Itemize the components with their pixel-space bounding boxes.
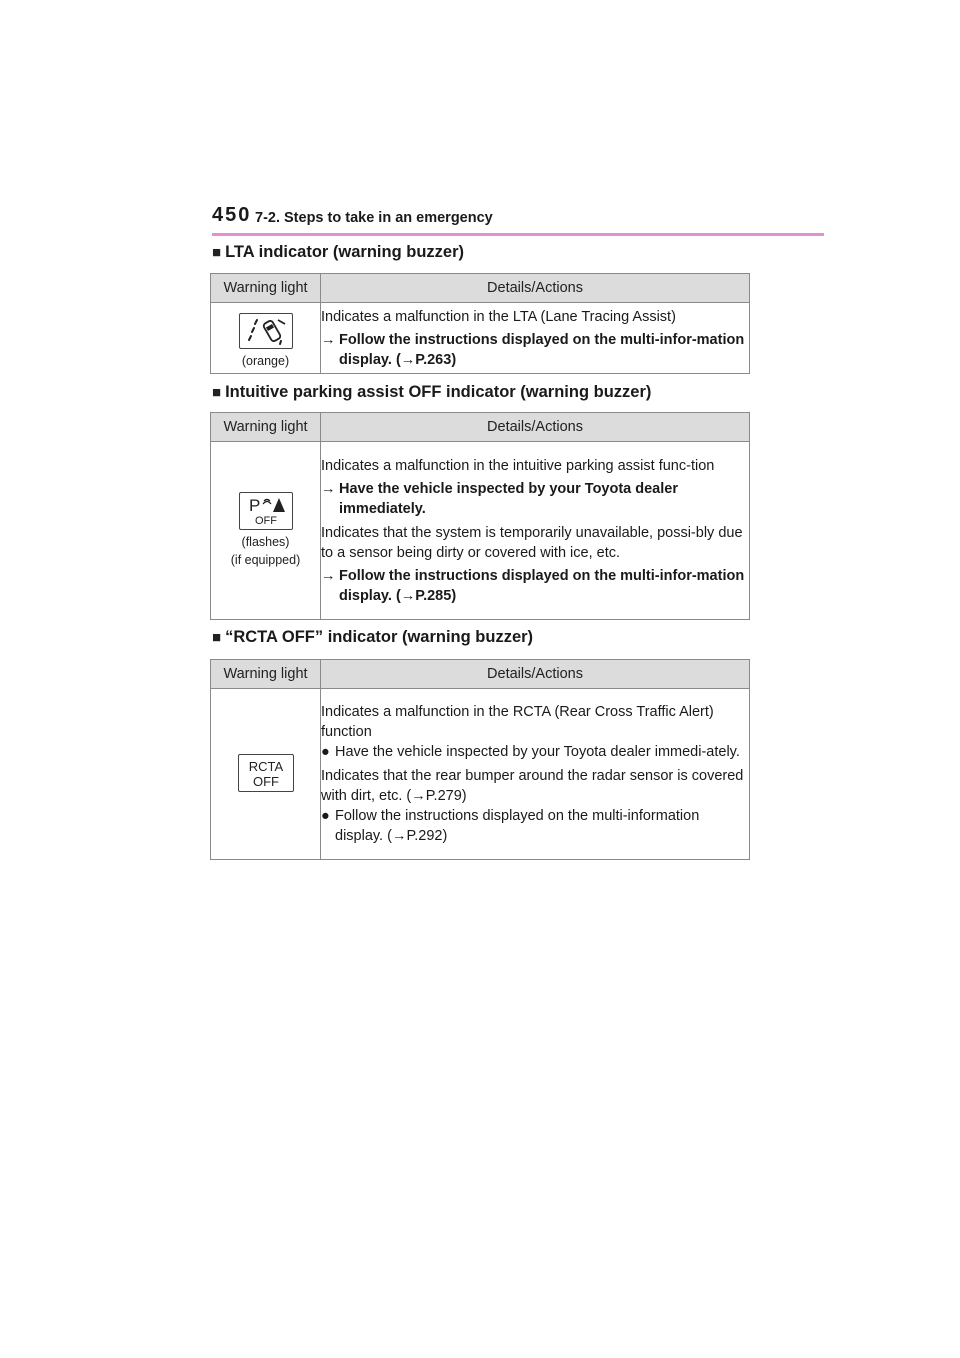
col-header-details: Details/Actions [321,413,750,442]
header-divider [212,233,824,236]
action-item: → Have the vehicle inspected by your Toyota dealer immediately. [321,480,678,517]
col-header-warning-light: Warning light [211,660,321,689]
col-header-details: Details/Actions [321,660,750,689]
square-bullet-icon: ■ [212,384,222,401]
section-title-parking-assist: ■ Intuitive parking assist OFF indicator (warning buzzer) [212,383,652,401]
svg-text:OFF: OFF [254,515,277,527]
table-header-row [211,274,750,303]
svg-text:RCTA: RCTA [248,758,283,774]
details-cell [321,689,750,860]
bullet-icon: ● [321,744,330,760]
arrow-icon: → [400,587,416,604]
details-text: Indicates a malfunction in the LTA (Lane Tracing Assist) [321,308,676,325]
page-reference[interactable]: P.292 [406,828,443,844]
page-number: 450 [212,204,252,226]
table-row [211,689,750,860]
details-text: Indicates a malfunction in the RCTA (Rear Cross Traffic Alert) function [321,704,714,740]
col-header-details: Details/Actions [321,274,750,303]
icon-note-orange: (orange) [241,353,290,368]
page-header [212,200,824,236]
details-text: Indicates that the rear bumper around the radar sensor is covered with dirt, etc. (→P.279) [321,768,744,804]
table-header-row [211,660,750,689]
lta-warning-icon [239,313,293,349]
list-item: ● Follow the instructions displayed on the multi-information display. (→P.292) [321,808,700,844]
details-text: Indicates a malfunction in the intuitive parking assist func-tion [321,457,715,474]
section-title-lta: ■ LTA indicator (warning buzzer) [212,243,464,261]
table-row [211,303,750,374]
table-header-row [211,413,750,442]
page-reference[interactable]: P.263 [415,351,452,368]
arrow-icon: → [321,567,336,584]
square-bullet-icon: ■ [212,244,222,261]
arrow-icon: → [321,331,336,348]
arrow-icon: → [391,828,407,844]
arrow-icon: → [321,480,336,497]
rcta-warning-table [210,659,750,860]
details-cell [321,442,750,620]
icon-note-if-equipped: (if equipped) [230,553,301,567]
table-row [211,442,750,620]
svg-text:P: P [248,496,260,515]
page-reference[interactable]: P.279 [425,788,462,804]
details-cell [321,303,750,374]
icon-note-flashes: (flashes) [241,535,290,549]
list-item: ● Have the vehicle inspected by your Toyota dealer immedi-ately. [321,744,740,760]
details-text: Indicates that the system is temporarily unavailable, possi-bly due to a sensor being dirty or covered with ice, etc. [321,524,743,561]
arrow-icon: → [411,788,426,804]
col-header-warning-light: Warning light [211,413,321,442]
chapter-title: 7-2. Steps to take in an emergency [255,210,493,226]
parking-assist-warning-table [210,412,750,620]
section-title-rcta: ■ “RCTA OFF” indicator (warning buzzer) [212,628,534,646]
arrow-icon: → [400,351,416,368]
lta-warning-table [210,273,750,374]
bullet-icon: ● [321,808,330,824]
rcta-off-icon [238,754,294,792]
action-item: → Follow the instructions displayed on the multi-infor-mation display. (→P.263) [321,331,745,368]
parking-assist-off-icon [239,492,293,530]
svg-text:OFF: OFF [252,773,279,789]
page-reference[interactable]: P.285 [415,587,452,604]
action-item: → Follow the instructions displayed on the multi-infor-mation display. (→P.285) [321,567,745,604]
square-bullet-icon: ■ [212,629,222,646]
col-header-warning-light: Warning light [211,274,321,303]
